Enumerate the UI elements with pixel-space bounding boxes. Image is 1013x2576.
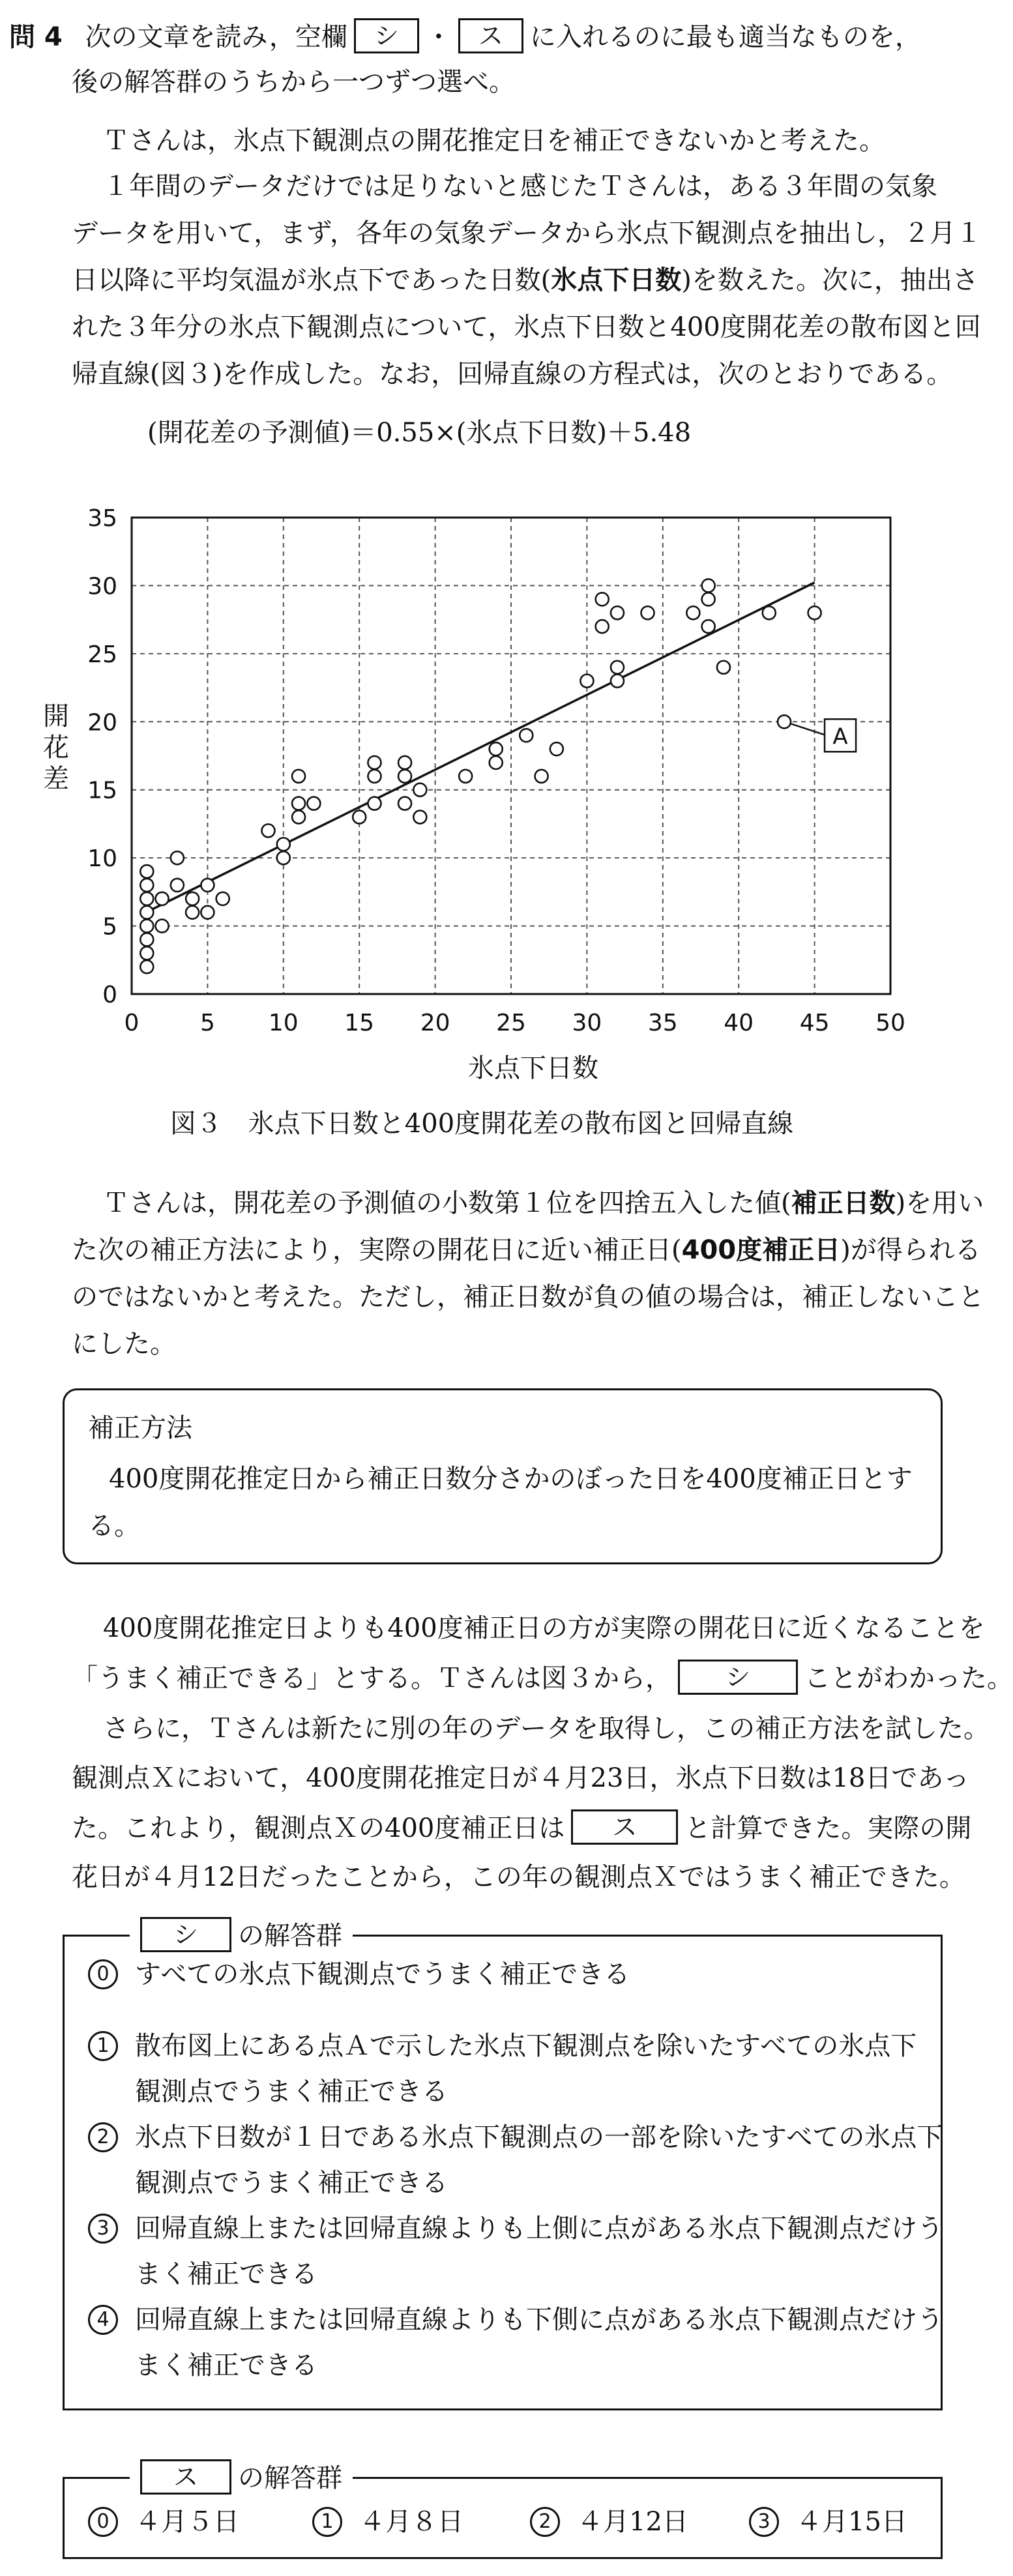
choice-text: 回帰直線上または回帰直線よりも上側に点がある氷点下観測点だけう	[135, 2214, 943, 2244]
figure-caption: 図３ 氷点下日数と400度開花差の散布図と回帰直線	[169, 1109, 794, 1139]
data-point	[216, 892, 229, 905]
data-point	[520, 729, 533, 742]
data-point	[140, 879, 153, 892]
text-span: た次の補正方法により，実際の開花日に近い補正日(	[72, 1235, 682, 1265]
method-line-1: 400度開花推定日から補正日数分さかのぼった日を400度補正日とす	[109, 1464, 913, 1494]
text-span: ことがわかった。	[804, 1663, 1013, 1693]
paragraph-2-line-5: 帰直線(図３)を作成した。なお，回帰直線の方程式は，次のとおりである。	[72, 359, 953, 389]
data-point	[398, 756, 411, 769]
x-axis-label: 氷点下日数	[468, 1053, 598, 1083]
data-point	[490, 742, 503, 755]
chart-regression-line	[147, 583, 814, 912]
choice-number: 3	[749, 2507, 779, 2537]
data-point	[277, 838, 290, 851]
choice-text: ４月５日	[135, 2507, 239, 2537]
text-span: た。これより，観測点Ｘの400度補正日は	[72, 1813, 565, 1843]
question-number: 問 4	[9, 22, 63, 52]
data-point	[201, 906, 214, 919]
term-freezing-days: 氷点下日数	[551, 265, 682, 295]
shi-choice-line-1	[88, 2119, 943, 2156]
x-tick-label: 10	[268, 1010, 299, 1036]
paragraph-3-line-4: にした。	[72, 1329, 176, 1359]
method-title: 補正方法	[88, 1413, 192, 1443]
text-span: )が得られる	[840, 1235, 981, 1265]
data-point	[596, 620, 609, 633]
data-point	[156, 892, 169, 905]
answer-group-su-title	[130, 2459, 353, 2496]
x-tick-label: 5	[199, 1010, 215, 1036]
data-point	[140, 920, 153, 933]
su-choice-1[interactable]	[312, 2504, 463, 2540]
paragraph-4-line-2	[72, 1660, 1013, 1697]
paragraph-5-line-1: さらに，Ｔさんは新たに別の年のデータを取得し，この補正方法を試した。	[103, 1714, 990, 1744]
data-point	[535, 770, 548, 783]
y-tick-label: 25	[87, 641, 117, 668]
blank-su: ス	[571, 1809, 678, 1845]
shi-choice-line-1	[88, 1956, 929, 1993]
correction-method-box	[63, 1388, 943, 1564]
data-point	[490, 756, 503, 769]
choice-text-continued: まく補正できる	[135, 2350, 317, 2380]
data-point	[353, 810, 366, 823]
data-point	[140, 933, 153, 946]
text-span: )を数えた。次に，抽出さ	[681, 265, 978, 295]
data-point	[277, 851, 290, 864]
data-point	[368, 770, 381, 783]
data-point	[763, 606, 776, 619]
paragraph-3-line-2	[72, 1232, 981, 1268]
data-point	[686, 606, 699, 619]
data-point	[292, 797, 305, 810]
blank-su-ref: ス	[458, 18, 523, 53]
x-tick-label: 40	[724, 1010, 754, 1036]
x-tick-label: 30	[572, 1010, 602, 1036]
text-span: 「うまく補正できる」とする。Ｔさんは図３から，	[72, 1663, 671, 1693]
x-tick-label: 50	[875, 1010, 905, 1036]
data-point	[459, 770, 472, 783]
su-choice-2[interactable]	[530, 2504, 688, 2540]
data-point	[140, 960, 153, 973]
shi-choice-4[interactable]	[88, 2302, 943, 2384]
data-point	[140, 892, 153, 905]
data-point	[550, 742, 563, 755]
data-point	[307, 797, 320, 810]
data-point	[611, 606, 624, 619]
blank-shi-ref: シ	[354, 18, 419, 53]
y-tick-label: 10	[87, 845, 117, 873]
choice-number: 1	[88, 2031, 118, 2061]
data-point	[186, 906, 199, 919]
data-point	[156, 920, 169, 933]
annotation-leader	[791, 724, 825, 735]
x-tick-label: 35	[647, 1010, 678, 1036]
choice-number: 2	[530, 2507, 560, 2537]
data-point	[201, 879, 214, 892]
text-span: 日以降に平均気温が氷点下であった日数(	[72, 265, 551, 295]
shi-choice-line-1	[88, 2210, 943, 2247]
answer-group-su	[63, 2463, 943, 2559]
data-point	[171, 851, 184, 864]
data-point	[611, 675, 624, 688]
question-header	[9, 18, 921, 55]
x-tick-label: 45	[799, 1010, 830, 1036]
data-point	[413, 810, 426, 823]
choice-number: 3	[88, 2214, 118, 2244]
data-point	[702, 593, 715, 606]
y-tick-label: 0	[102, 982, 117, 1008]
data-point	[262, 824, 275, 837]
shi-choice-line-1	[88, 2028, 929, 2064]
data-point	[171, 879, 184, 892]
data-point	[596, 593, 609, 606]
term-400-correction-day: 400度補正日	[681, 1235, 841, 1265]
data-point	[140, 865, 153, 878]
paragraph-5-line-4: 花日が４月12日だったことから，この年の観測点Ｘではうまく補正できた。	[72, 1862, 965, 1892]
choice-number: 0	[88, 2507, 118, 2537]
choice-text-continued: 観測点でうまく補正できる	[135, 2077, 448, 2107]
chart-points	[140, 579, 821, 973]
y-tick-label: 5	[102, 913, 117, 941]
data-point	[641, 606, 654, 619]
su-choice-0[interactable]	[88, 2504, 239, 2540]
paragraph-2-line-1: １年間のデータだけでは足りないと感じたＴさんは，ある３年間の気象	[103, 171, 937, 201]
data-point	[702, 579, 715, 592]
choice-text-continued: 観測点でうまく補正できる	[135, 2168, 448, 2198]
data-point	[398, 770, 411, 783]
choice-text: すべての氷点下観測点でうまく補正できる	[135, 1959, 630, 1989]
chart-gridlines	[132, 518, 890, 994]
text-span: )を用い	[895, 1188, 984, 1218]
choice-text-continued: まく補正できる	[135, 2259, 317, 2289]
x-tick-label: 0	[124, 1010, 139, 1036]
paragraph-4-line-1: 400度開花推定日よりも400度補正日の方が実際の開花日に近くなることを	[103, 1613, 985, 1643]
shi-choice-3[interactable]	[88, 2210, 943, 2292]
choice-text: 回帰直線上または回帰直線よりも下側に点がある氷点下観測点だけう	[135, 2305, 943, 2335]
choice-text: 散布図上にある点Ａで示した氷点下観測点を除いたすべての氷点下	[135, 2031, 917, 2061]
blank-shi: シ	[678, 1660, 798, 1695]
data-point	[292, 770, 305, 783]
text-span: と計算できた。実際の開	[684, 1813, 972, 1843]
data-point	[611, 661, 624, 674]
intro-text-b: に入れるのに最も適当なものを，	[529, 22, 921, 52]
shi-choice-1[interactable]	[88, 2028, 929, 2110]
x-tick-label: 20	[420, 1010, 450, 1036]
regression-line	[147, 583, 814, 912]
data-point	[717, 661, 730, 674]
shi-choice-line-1	[88, 2302, 943, 2338]
y-tick-label: 35	[87, 505, 117, 532]
scatter-chart	[0, 482, 963, 1134]
chart-annotation	[791, 719, 856, 752]
paragraph-2-line-4: れた３年分の氷点下観測点について，氷点下日数と400度開花差の散布図と回	[72, 312, 981, 342]
data-point	[140, 946, 153, 959]
annotation-label: A	[832, 724, 848, 750]
paragraph-2-line-2: データを用いて，まず，各年の気象データから氷点下観測点を抽出し，２月１	[72, 218, 982, 248]
x-tick-label: 15	[344, 1010, 375, 1036]
intro-line-2: 後の解答群のうちから一つずつ選べ。	[72, 67, 515, 97]
su-choice-3[interactable]	[749, 2504, 907, 2540]
choice-number: 1	[312, 2507, 342, 2537]
paragraph-3-line-3: のではないかと考えた。ただし，補正日数が負の値の場合は，補正しないこと	[72, 1282, 984, 1312]
shi-choice-2[interactable]	[88, 2119, 943, 2201]
regression-equation: (開花差の予測値)＝0.55×(氷点下日数)＋5.48	[147, 418, 692, 448]
answer-group-title-text: の解答群	[238, 1921, 343, 1951]
data-point	[368, 797, 381, 810]
answer-group-shi	[63, 1920, 943, 2410]
data-point	[186, 892, 199, 905]
paragraph-1: Ｔさんは，氷点下観測点の開花推定日を補正できないかと考えた。	[103, 126, 885, 156]
data-point	[580, 675, 593, 688]
middle-dot: ・	[425, 22, 452, 52]
choice-text: 氷点下日数が１日である氷点下観測点の一部を除いたすべての氷点下	[135, 2122, 943, 2152]
paragraph-3-line-1	[103, 1185, 984, 1222]
answer-group-shi-title	[130, 1917, 353, 1954]
text-span: Ｔさんは，開花差の予測値の小数第１位を四捨五入した値(	[103, 1188, 791, 1218]
data-point	[808, 606, 821, 619]
data-point	[413, 783, 426, 797]
y-tick-label: 30	[87, 573, 117, 600]
answer-group-shi-box: シ	[140, 1917, 231, 1952]
choice-number: 4	[88, 2305, 118, 2335]
shi-choice-0[interactable]	[88, 1956, 929, 1993]
paragraph-5-line-3	[72, 1809, 971, 1847]
answer-group-title-text: の解答群	[238, 2463, 343, 2493]
method-line-2: る。	[88, 1511, 140, 1541]
paragraph-5-line-2: 観測点Ｘにおいて，400度開花推定日が４月23日，氷点下日数は18日であっ	[72, 1763, 969, 1793]
choice-number: 2	[88, 2122, 118, 2152]
data-point	[778, 715, 791, 728]
data-point	[702, 620, 715, 633]
x-tick-label: 25	[496, 1010, 526, 1036]
data-point	[398, 797, 411, 810]
y-axis-label: 開花差	[43, 701, 69, 794]
paragraph-2-line-3	[72, 262, 978, 299]
y-tick-label: 15	[87, 777, 117, 804]
choice-text: ４月12日	[577, 2507, 688, 2537]
choice-text: ４月８日	[359, 2507, 463, 2537]
choice-text: ４月15日	[796, 2507, 907, 2537]
data-point	[368, 756, 381, 769]
term-correction-days: 補正日数	[791, 1188, 896, 1218]
choice-number: 0	[88, 1959, 118, 1989]
answer-group-su-box: ス	[140, 2459, 231, 2495]
intro-text: 次の文章を読み，空欄	[85, 22, 347, 52]
y-tick-label: 20	[87, 709, 117, 737]
chart-tick-labels	[87, 505, 905, 1036]
data-point	[292, 810, 305, 823]
data-point	[140, 906, 153, 919]
